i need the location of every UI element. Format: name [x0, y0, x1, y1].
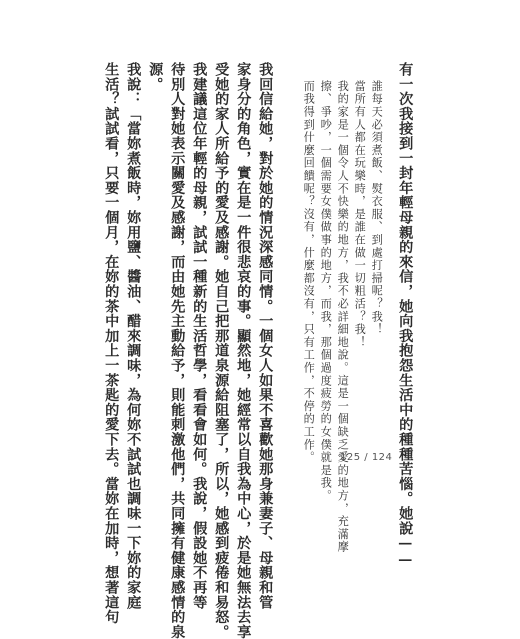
- quote-column: 而我得到什麼回饋呢？沒有，什麼都沒有，只有工作，不停的工作。: [302, 80, 316, 464]
- text-column: 我說：「當妳煮飯時，妳用鹽、醬油、醋來調味，為何妳不試試也調味一下妳的家庭: [125, 62, 142, 610]
- quote-column: 當所有人都在玩樂時，是誰在做一切粗活？我！: [353, 80, 367, 349]
- quote-column: 擦、爭吵，一個需要女僕做事的地方，而我，那個過度疲勞的女僕就是我。: [319, 80, 333, 503]
- quote-column: 我的家是一個令人不快樂的地方，我不必詳細地說。這是一個缺乏愛的地方，充滿摩: [336, 80, 350, 554]
- text-column: 家身分的角色，實在是一件很悲哀的事。顯然地，她經常以自我為中心，於是她無法去享: [235, 62, 252, 639]
- text-column: 有一次我接到一封年輕母親的來信，她向我抱怨生活中的種種苦惱。她說——: [397, 62, 414, 569]
- text-column: 受她的家人所給予的愛及感謝。她自己把那道泉源給阻塞了，所以，她感到疲倦和易怒。: [213, 62, 230, 639]
- text-column: 源。: [147, 62, 164, 92]
- text-column: 我回信給她，對於她的情況深感同情。一個女人如果不喜歡她那身兼妻子、母親和管: [257, 62, 274, 610]
- page-number: 125 / 124: [340, 452, 393, 463]
- quote-column: 誰每天必須煮飯、熨衣服、到處打掃呢？我！: [370, 80, 384, 336]
- text-column: 生活？試試看，只要一個月，在妳的茶中加上一茶匙的愛下去。當妳在加時，想著這句: [103, 62, 120, 625]
- text-column: 我建議這位年輕的母親，試試一種新的生活哲學，看看會如何。我說，假設她不再等: [191, 62, 208, 610]
- text-column: 待別人對她表示關愛及感謝，而由她先主動給予，則能刺激他們，共同擁有健康感情的泉: [169, 62, 186, 639]
